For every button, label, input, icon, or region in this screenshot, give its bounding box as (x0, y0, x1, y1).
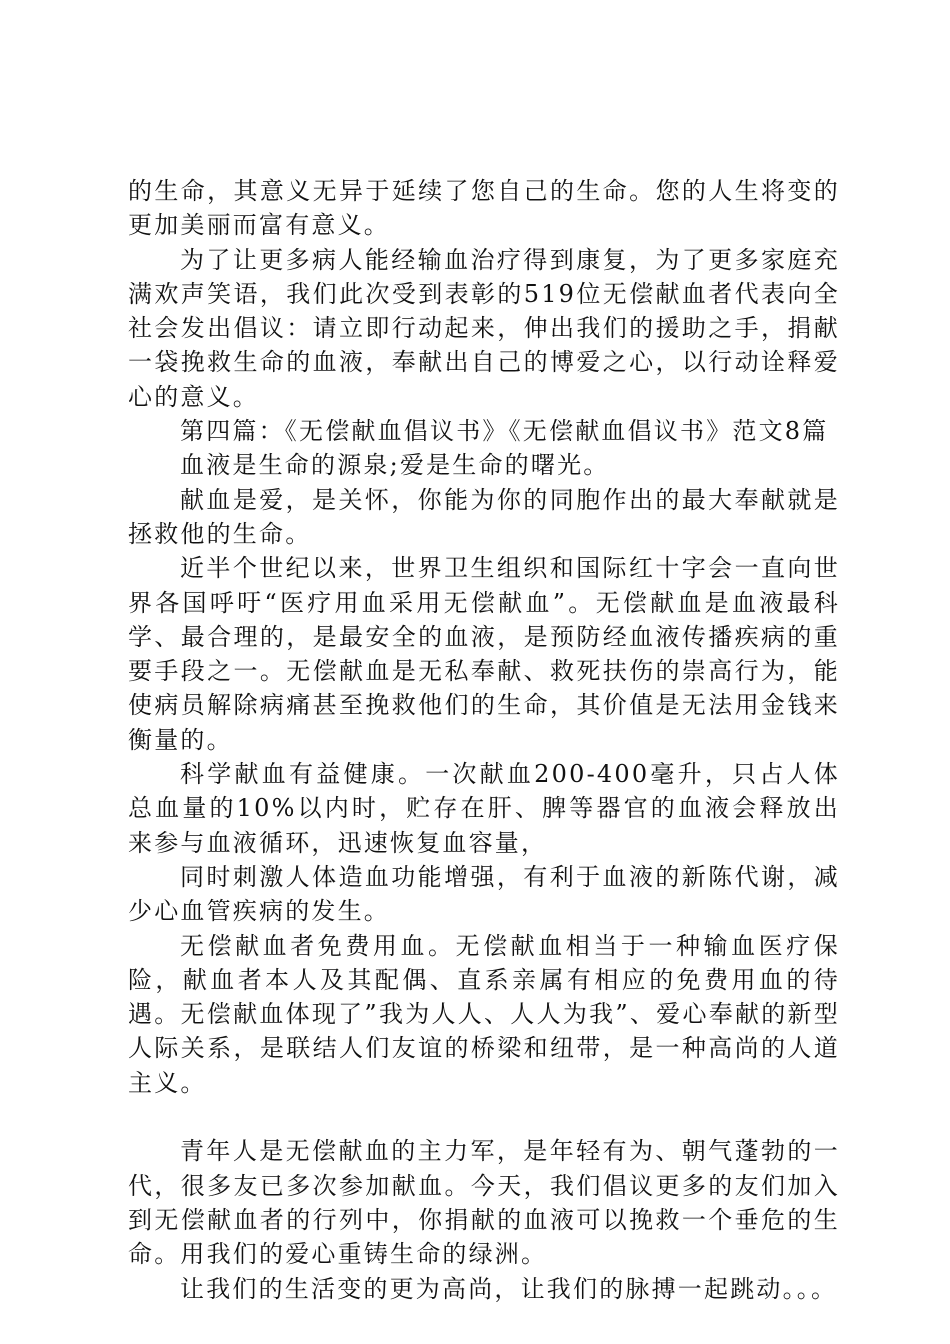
paragraph-7: 同时刺激人体造血功能增强，有利于血液的新陈代谢，减少心血管疾病的发生。 (128, 862, 840, 926)
paragraph-spacer (128, 1100, 840, 1134)
section-heading: 第四篇：《无偿献血倡议书》《无偿献血倡议书》范文8篇 (180, 417, 829, 446)
paragraph-4: 献血是爱，是关怀，你能为你的同胞作出的最大奉献就是拯救他的生命。 (128, 485, 840, 548)
paragraph-2: 为了让更多病人能经输血治疗得到康复，为了更多家庭充满欢声笑语，我们此次受到表彰的519位无偿献血者代表向全社会发出倡议：请立即行动起来，伸出我们的援助之手，捐献一袋挽救生命的血液，奉献出自己的博爱之心，以行动诠释爱心的意义。 (128, 245, 840, 411)
paragraph-6: 科学献血有益健康。一次献血200-400毫升，只占人体总血量的10%以内时，贮存在肝、脾等器官的血液会释放出来参与血液循环，迅速恢复血容量， (128, 760, 840, 857)
paragraph-10: 让我们的生活变的更为高尚，让我们的脉搏一起跳动。。。 (180, 1274, 838, 1303)
paragraph-5: 近半个世纪以来，世界卫生组织和国际红十字会一直向世界各国呼吁“医疗用血采用无偿献血”。无偿献血是血液最科学、最合理的，是最安全的血液，是预防经血液传播疾病的重要手段之一。无偿献血是无私奉献、救死扶伤的崇高行为，能使病员解除病痛甚至挽救他们的生命，其价值是无法用金钱来衡量的。 (128, 554, 840, 754)
paragraph-3: 血液是生命的源泉;爱是生命的曙光。 (180, 451, 610, 480)
paragraph-8: 无偿献血者免费用血。无偿献血相当于一种输血医疗保险，献血者本人及其配偶、直系亲属有相应的免费用血的待遇。无偿献血体现了”我为人人、人人为我”、爱心奉献的新型人际关系，是联结人们友谊的桥梁和纽带，是一种高尚的人道主义。 (128, 931, 840, 1097)
paragraph-1: 的生命，其意义无异于延续了您自己的生命。您的人生将变的更加美丽而富有意义。 (128, 177, 840, 240)
document-body (128, 174, 840, 1306)
paragraph-9: 青年人是无偿献血的主力军，是年轻有为、朝气蓬勃的一代，很多友已多次参加献血。今天，我们倡议更多的友们加入到无偿献血者的行列中，你捐献的血液可以挽救一个垂危的生命。用我们的爱心重铸生命的绿洲。 (128, 1137, 840, 1269)
